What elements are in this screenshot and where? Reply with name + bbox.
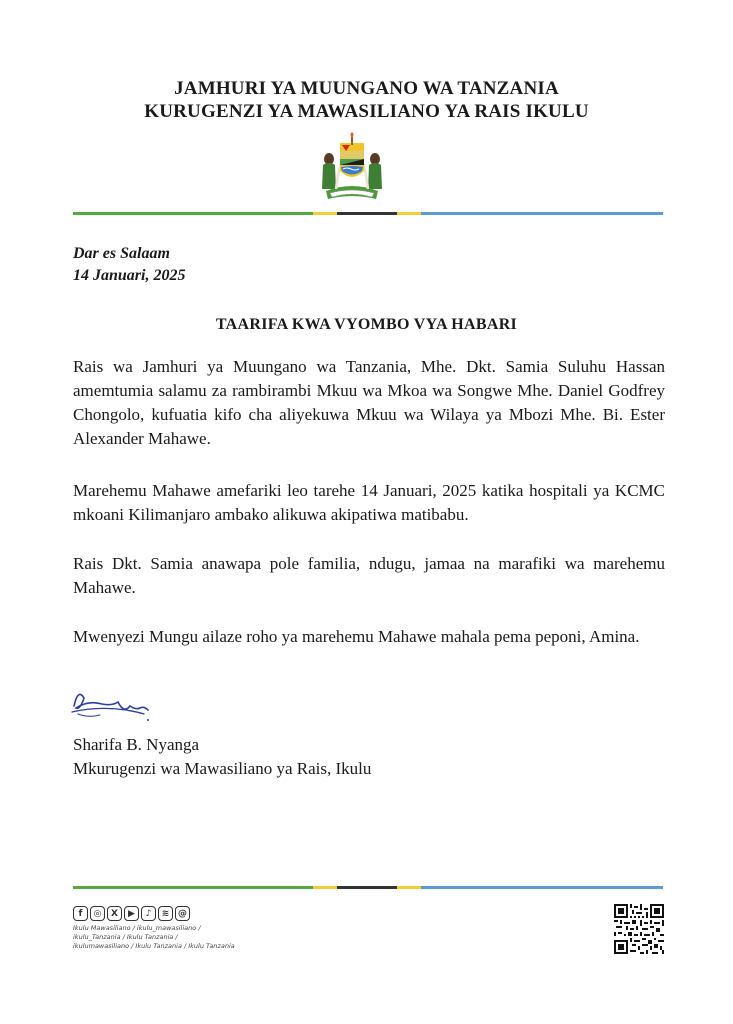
facebook-icon[interactable]: f xyxy=(73,906,88,921)
footer-color-stripe xyxy=(73,886,663,889)
coat-of-arms-emblem xyxy=(316,131,388,203)
stripe-yellow xyxy=(397,886,421,889)
letter-place: Dar es Salaam xyxy=(73,245,170,262)
instagram-icon[interactable]: ◎ xyxy=(90,906,105,921)
social-handles xyxy=(73,924,273,951)
header-title-line1: JAMHURI YA MUUNGANO WA TANZANIA xyxy=(174,78,559,99)
stripe-yellow xyxy=(313,886,337,889)
header-color-stripe xyxy=(73,212,663,215)
tiktok-icon[interactable]: ♪ xyxy=(141,906,156,921)
letter-date: 14 Januari, 2025 xyxy=(73,267,186,284)
stripe-black xyxy=(337,886,397,889)
youtube-icon[interactable]: ▶ xyxy=(124,906,139,921)
signatory-title: Mkurugenzi wa Mawasiliano ya Rais, Ikulu xyxy=(73,759,372,778)
spotify-icon[interactable]: ≋ xyxy=(158,906,173,921)
threads-icon[interactable]: @ xyxy=(175,906,190,921)
press-release-title: TAARIFA KWA VYOMBO VYA HABARI xyxy=(215,316,518,333)
stripe-black xyxy=(337,212,397,215)
header-title-line2: KURUGENZI YA MAWASILIANO YA RAIS IKULU xyxy=(144,101,589,122)
social-handle-line: Ikulu Mawasiliano / ikulu_mawasiliano / xyxy=(73,924,201,932)
signatory-name: Sharifa B. Nyanga xyxy=(73,735,200,754)
body-paragraph: Marehemu Mahawe amefariki leo tarehe 14 Januari, 2025 katika hospitali ya KCMC mkoani Kilimanjaro ambako alikuwa akipatiwa matibabu. xyxy=(73,481,665,524)
stripe-green xyxy=(73,212,313,215)
handwritten-signature xyxy=(68,684,158,726)
social-handle-line: ikulu_Tanzania / Ikulu Tanzania / xyxy=(73,933,178,941)
stripe-yellow xyxy=(313,212,337,215)
qr-code[interactable] xyxy=(614,904,664,954)
stripe-green xyxy=(73,886,313,889)
stripe-yellow xyxy=(397,212,421,215)
social-icons-row xyxy=(73,906,190,921)
body-paragraph: Rais Dkt. Samia anawapa pole familia, ndugu, jamaa na marafiki wa marehemu Mahawe. xyxy=(73,554,665,597)
body-paragraph: Rais wa Jamhuri ya Muungano wa Tanzania, Mhe. Dkt. Samia Suluhu Hassan amemtumia salamu za rambirambi Mkuu wa Mkoa wa Songwe Mhe. Daniel Godfrey Chongolo, kufuatia kifo cha aliyekuwa Mkuu wa Wilaya ya Mbozi Mhe. Bi. Ester Alexander Mahawe. xyxy=(73,357,665,448)
body-paragraph: Mwenyezi Mungu ailaze roho ya marehemu Mahawe mahala pema peponi, Amina. xyxy=(73,627,640,646)
stripe-blue xyxy=(421,212,663,215)
stripe-blue xyxy=(421,886,663,889)
social-handle-line: ikulumawasiliano / Ikulu Tanzania / Ikulu Tanzania xyxy=(73,942,235,950)
x-icon[interactable]: X xyxy=(107,906,122,921)
